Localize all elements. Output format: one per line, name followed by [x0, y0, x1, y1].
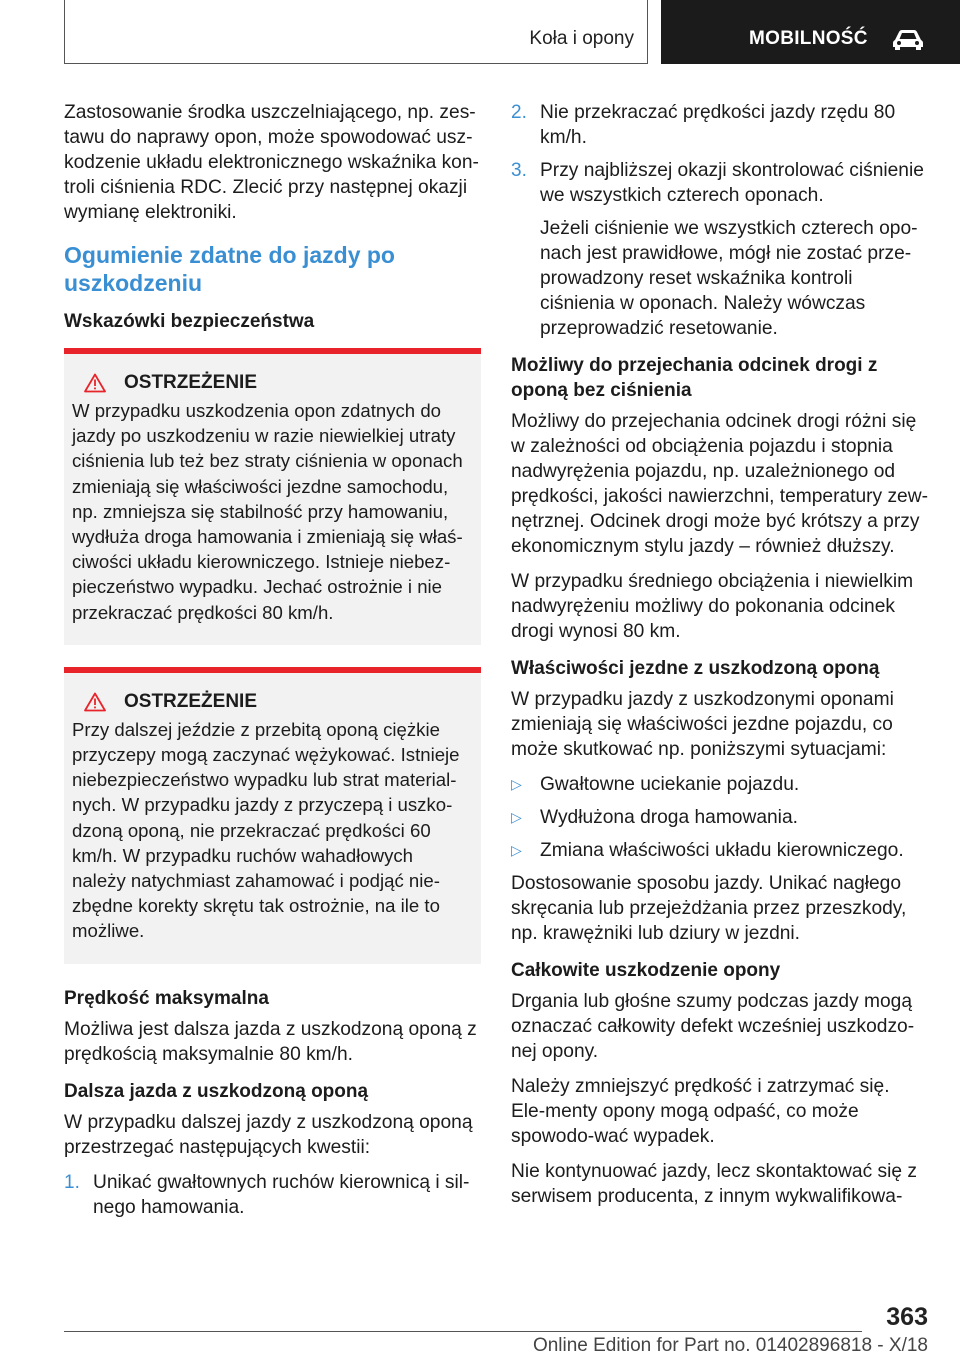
distance-paragraph: Możliwy do przejechania odcinek drogi różni się w zależności od obciążenia pojazdu i stopnia nadwyrężenia pojazdu, np. uzależnionego od prędkości, jakości nawierzchni, temperatury zew-nętrznej. Odcinek drogi może być krótszy a przy ekonomicznym stylu jazdy – również dłuższy.	[511, 411, 928, 557]
handling-paragraph: W przypadku jazdy z uszkodzonymi oponami zmieniają się właściwości jezdne pojazdu, co może skutkować np. poniższymi sytuacjami:	[511, 689, 894, 760]
page-number: 363	[886, 1303, 928, 1331]
bullet-triangle-icon: ▷	[511, 776, 522, 792]
step-text: Nie przekraczać prędkości jazdy rzędu 80 km/h.	[540, 102, 896, 148]
max-speed-paragraph: Możliwa jest dalsza jazda z uszkodzoną oponą z prędkością maksymalnie 80 km/h.	[64, 1018, 477, 1065]
intro-paragraph: Zastosowanie środka uszczelniającego, np. zes-tawu do naprawy opon, może spowodować usz-kodzenie układu elektronicznego wskaźnika kon-troli ciśnienia RDC. Zlecić przy następnej okazji wymianę elektroniki.	[64, 102, 479, 223]
section-title: Koła i opony	[529, 28, 634, 49]
handling-advice-paragraph: Dostosowanie sposobu jazdy. Unikać nagłego skręcania lub przejeżdżania przez przeszkody, np. krawężniki lub dziury w jezdni.	[511, 873, 907, 944]
chapter-tab	[661, 0, 960, 64]
bullet-triangle-icon: ▷	[511, 809, 522, 825]
car-icon	[891, 28, 925, 50]
warning-text: Przy dalszej jeździe z przebitą oponą ciężkie przyczepy mogą zaczynać wężykować. Istnieje niebezpieczeństwo wypadku lub strat material-nych. W przypadku jazdy z przyczepą i uszko-dzoną oponą, nie przekraczać prędkości 60 km/h. W przypadku ruchów wahadłowych należy natychmiast zahamować i podjąć nie-zbędne korekty skrętu tak ostrożnie, na ile to możliwe.	[72, 718, 460, 942]
left-column	[64, 100, 481, 1228]
distance-heading: Możliwy do przejechania odcinek drogi z oponą bez ciśnienia	[511, 355, 878, 401]
warning-title: OSTRZEŻENIE	[72, 370, 471, 396]
section-heading: Ogumienie zdatne do jazdy po uszkodzeniu	[64, 242, 395, 296]
list-item: ▷ Zmiana właściwości układu kierowniczego.	[511, 840, 904, 861]
max-speed-heading: Prędkość maksymalna	[64, 987, 269, 1009]
handling-heading: Właściwości jezdne z uszkodzoną oponą	[511, 658, 880, 679]
bullet-list	[511, 772, 928, 863]
total-failure-paragraph: Drgania lub głośne szumy podczas jazdy mogą oznaczać całkowity defekt wcześniej uszkodzo-nej opony.	[511, 991, 915, 1062]
steps-list-continued	[511, 100, 928, 341]
continue-heading: Dalsza jazda z uszkodzoną oponą	[64, 1080, 369, 1102]
edition-footer: Online Edition for Part no. 01402896818 - X/18	[532, 1335, 928, 1356]
chapter-title: MOBILNOŚĆ	[749, 28, 868, 49]
step-note: Jeżeli ciśnienie we wszystkich czterech opo-nach jest prawidłowe, mógł nie zostać prze-prowadzony reset wskaźnika kontroli ciśnienia w oponach. Należy wówczas przeprowadzić resetowanie.	[540, 218, 918, 339]
continue-paragraph: W przypadku dalszej jazdy z uszkodzoną oponą przestrzegać następujących kwestii:	[64, 1111, 473, 1158]
warning-box-1	[64, 348, 481, 645]
warning-triangle-icon	[84, 373, 106, 393]
step-text: Przy najbliższej okazji skontrolować ciśnienie we wszystkich czterech oponach.	[540, 160, 924, 206]
step-number: 1.	[64, 1171, 80, 1193]
bullet-triangle-icon: ▷	[511, 842, 522, 858]
distance-paragraph: W przypadku średniego obciążenia i niewielkim nadwyrężeniu możliwy do pokonania odcinek drogi wynosi 80 km.	[511, 571, 914, 642]
list-item: ▷ Wydłużona droga hamowania.	[511, 807, 798, 828]
total-failure-paragraph: Należy zmniejszyć prędkość i zatrzymać się. Ele-menty opony mogą odpaść, co może spowodo-wać wypadek.	[511, 1076, 890, 1147]
total-failure-paragraph: Nie kontynuować jazdy, lecz skontaktować się z serwisem producenta, z innym wykwalifikowa-	[511, 1161, 917, 1207]
warning-text: W przypadku uszkodzenia opon zdatnych do jazdy po uszkodzeniu w razie niewielkiej utraty ciśnienia lub też bez straty ciśnienia w oponach zmieniają się właściwości jezdne samochodu, np. zmniejsza się stabilność przy hamowaniu, wydłuża droga hamowania i zmieniają się właś-ciwości układu kierowniczego. Istnieje niebez-pieczeństwo wypadku. Jechać ostrożnie i nie przekraczać prędkości 80 km/h.	[72, 400, 463, 623]
right-column	[511, 100, 928, 1219]
list-item	[511, 100, 928, 150]
list-item	[511, 158, 928, 341]
list-item: ▷ Gwałtowne uciekanie pojazdu.	[511, 774, 800, 795]
safety-heading: Wskazówki bezpieczeństwa	[64, 311, 315, 332]
step-number: 2.	[511, 102, 527, 123]
step-number: 3.	[511, 160, 527, 181]
warning-title: OSTRZEŻENIE	[72, 689, 471, 715]
warning-triangle-icon	[84, 692, 106, 712]
step-text: Unikać gwałtownych ruchów kierownicą i sil-nego hamowania.	[93, 1171, 470, 1218]
warning-box-2	[64, 667, 481, 964]
total-failure-heading: Całkowite uszkodzenie opony	[511, 960, 781, 981]
list-item	[64, 1170, 481, 1220]
steps-list	[64, 1170, 481, 1220]
footer-divider	[64, 1331, 862, 1332]
